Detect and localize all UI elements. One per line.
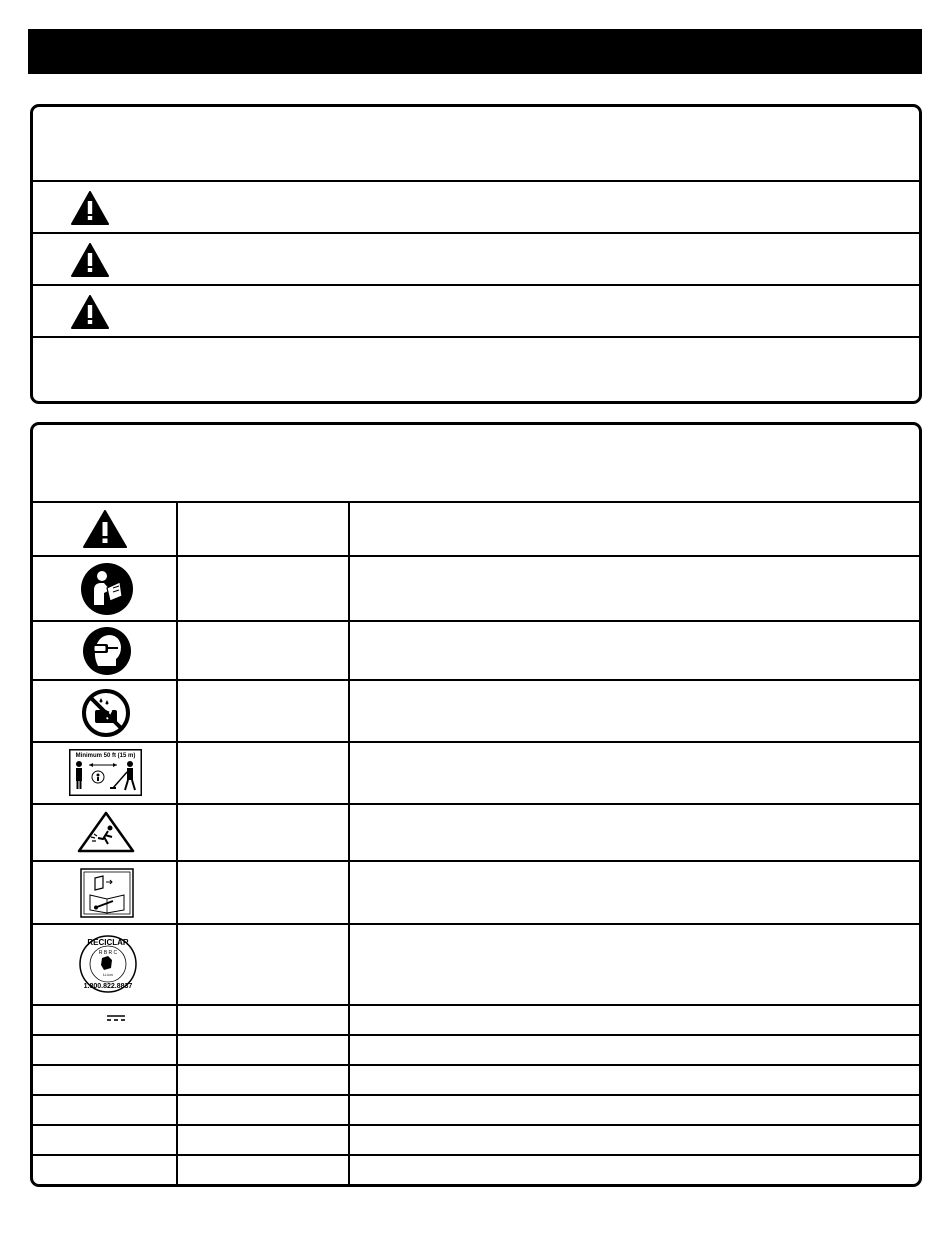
warning-triangle-icon [71, 191, 109, 225]
recycle-seal-icon [78, 934, 138, 994]
signal-row [33, 180, 919, 232]
recycle-seal-phone-text: 1.800.822.8837 [83, 983, 133, 990]
signal-row [33, 232, 919, 284]
recycle-seal-small-text: Li-ion [103, 972, 113, 977]
ricochet-hazard-icon [77, 811, 135, 853]
warning-triangle-icon [71, 243, 109, 277]
eye-protection-icon [82, 626, 132, 676]
warning-triangle-icon [71, 295, 109, 329]
symbol-row [33, 679, 919, 741]
symbol-row [33, 803, 919, 860]
service-manual-icon [80, 868, 134, 918]
symbol-row [33, 741, 919, 803]
symbol-row [33, 1034, 919, 1064]
symbol-row [33, 1094, 919, 1124]
safety-alert-triangle-icon [83, 510, 127, 548]
symbol-row [33, 501, 919, 555]
recycle-seal-mid-text: R B R C [98, 950, 118, 956]
symbol-row [33, 1124, 919, 1154]
symbol-row [33, 1004, 919, 1034]
symbol-row [33, 1064, 919, 1094]
signal-row [33, 284, 919, 336]
symbol-row [33, 860, 919, 923]
bystander-distance-label: Minimum 50 ft (15 m) [75, 753, 136, 759]
keep-bystanders-away-icon [69, 749, 142, 796]
symbols-table-box [30, 422, 922, 1187]
direct-current-icon [106, 1014, 126, 1022]
recycle-seal-top-text: RECICLAR [87, 938, 129, 947]
signal-word-box [30, 104, 922, 404]
read-manual-icon [80, 562, 134, 616]
symbol-row [33, 555, 919, 620]
symbol-row [33, 1154, 919, 1183]
header-bar [28, 29, 922, 74]
signal-row [33, 336, 919, 400]
symbol-row [33, 923, 919, 1004]
symbol-row [33, 620, 919, 679]
no-wet-conditions-icon [81, 688, 131, 738]
